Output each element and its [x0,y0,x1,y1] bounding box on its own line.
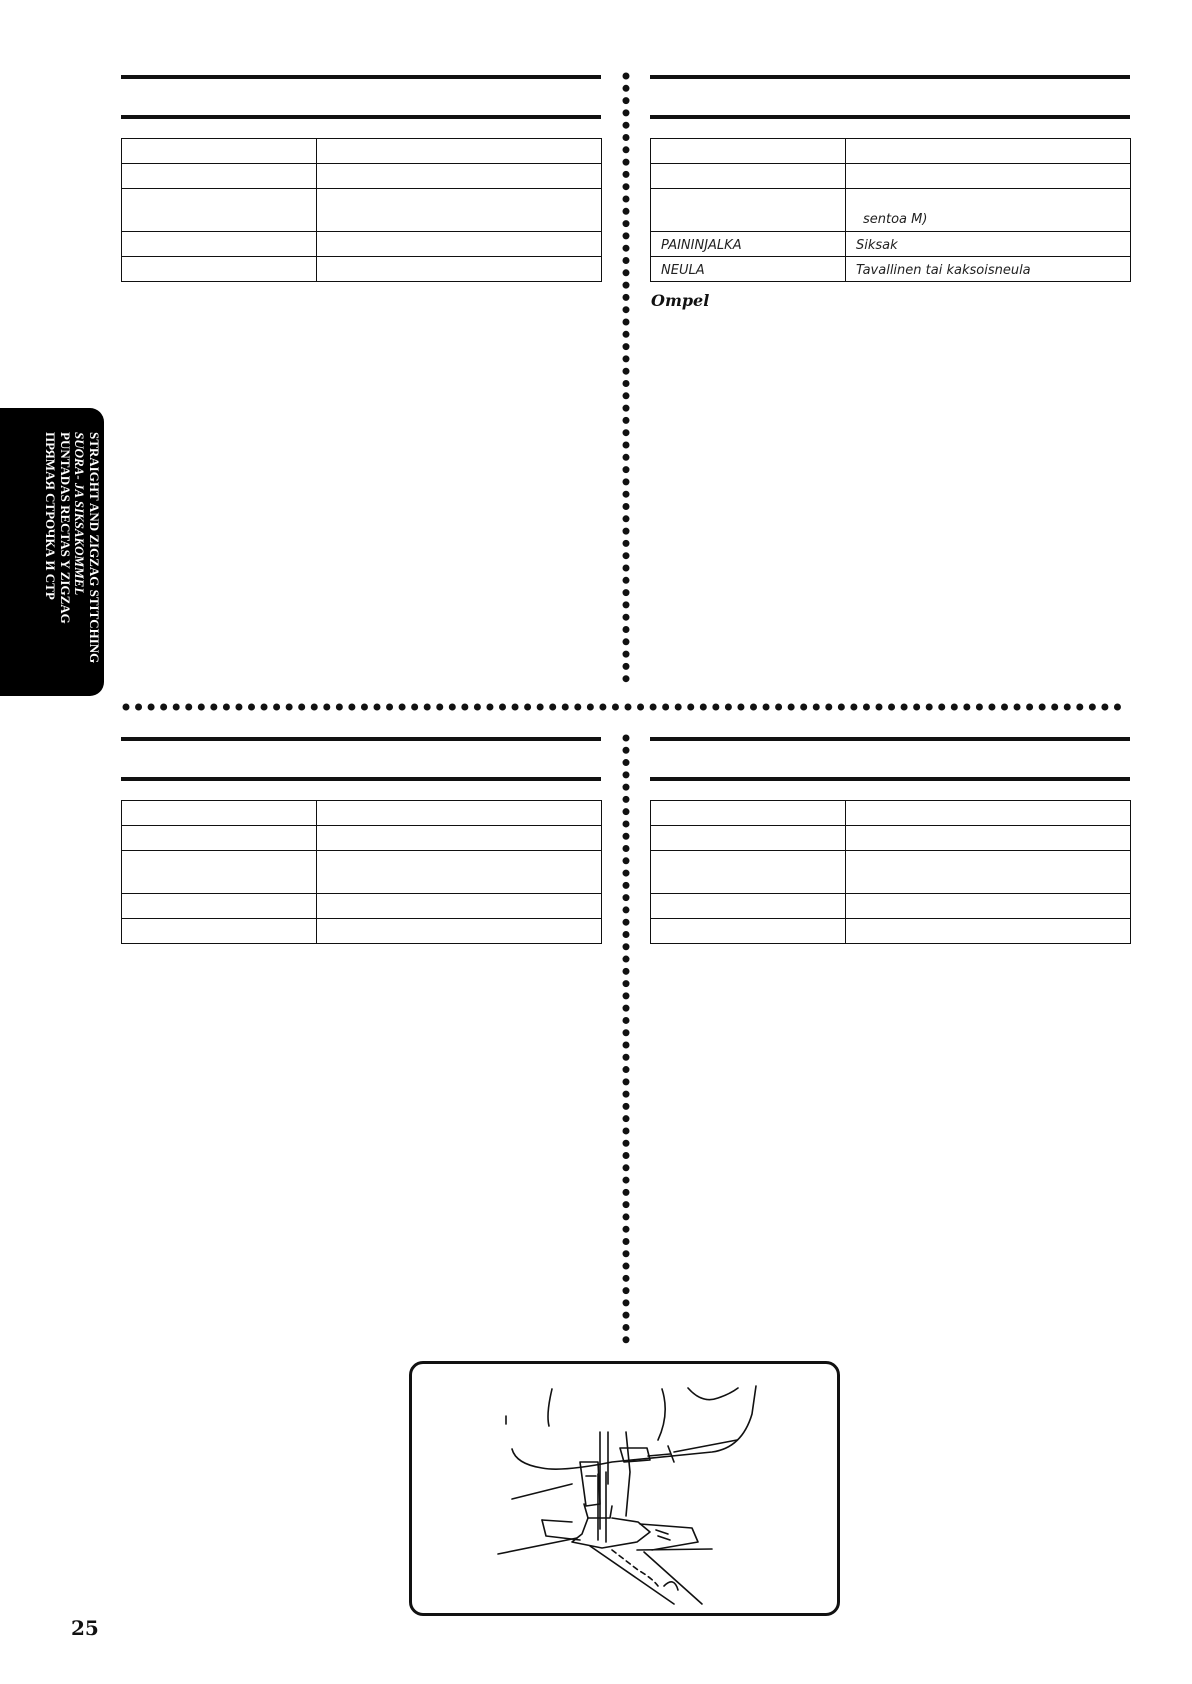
top-right-rule-upper [650,75,1130,79]
table-cell [651,801,846,826]
table-cell [846,851,1131,894]
table-cell [317,232,602,257]
bottom-right-rule-upper [650,737,1130,741]
bottom-left-rule-lower [121,777,601,781]
needle-value: Tavallinen tai kaksoisneula [846,257,1131,282]
table-cell [317,164,602,189]
sewing-illustration-frame [409,1361,840,1616]
vertical-dotted-separator-bottom [620,732,632,1358]
table-cell [651,164,846,189]
top-left-settings-table [121,138,602,282]
table-cell [651,189,846,232]
table-cell [122,826,317,851]
page-number: 25 [71,1616,99,1640]
bottom-right-settings-table [650,800,1131,944]
bottom-right-rule-lower [650,777,1130,781]
section-side-tab-label [43,432,101,663]
table-cell [651,894,846,919]
table-cell [122,851,317,894]
table-cell [846,164,1131,189]
table-cell [122,894,317,919]
table-cell [846,139,1131,164]
table-cell [651,919,846,944]
bottom-left-rule-upper [121,737,601,741]
top-left-rule-lower [121,115,601,119]
bottom-left-settings-table [121,800,602,944]
table-cell [651,851,846,894]
table-cell [122,801,317,826]
table-cell [317,139,602,164]
table-cell [317,851,602,894]
table-cell [317,801,602,826]
table-cell [846,826,1131,851]
top-right-rule-lower [650,115,1130,119]
side-tab-line-en: STRAIGHT AND ZIGZAG STITCHING [87,432,102,664]
table-cell [122,164,317,189]
horizontal-dotted-separator [116,701,1136,713]
top-right-settings-table [650,138,1131,282]
table-cell [651,826,846,851]
vertical-dotted-separator-top [620,70,632,686]
table-cell [846,894,1131,919]
table-cell [317,919,602,944]
table-cell [122,919,317,944]
table-cell [651,139,846,164]
table-cell [122,257,317,282]
presser-foot-label: PAININJALKA [651,232,846,257]
top-left-rule-upper [121,75,601,79]
side-tab-line-fi: SUORA- JA SIKSAKOMMEL [72,432,88,596]
side-tab-line-ru: ПРЯМАЯ СТРОЧКА И СТР [43,432,59,600]
table-cell [317,894,602,919]
side-tab-line-es: PUNTADAS RECTAS Y ZIGZAG [58,432,73,624]
stitch-width-cell: sentoa M) [846,189,1131,232]
table-cell [846,801,1131,826]
table-cell [122,139,317,164]
table-cell [846,919,1131,944]
presser-foot-value: Siksak [846,232,1131,257]
table-cell [317,826,602,851]
table-cell [122,232,317,257]
needle-label: NEULA [651,257,846,282]
table-cell [317,189,602,232]
sewing-machine-presser-foot-icon [412,1364,837,1613]
table-cell [317,257,602,282]
sewing-heading: Ompel [651,291,710,310]
table-cell [122,189,317,232]
